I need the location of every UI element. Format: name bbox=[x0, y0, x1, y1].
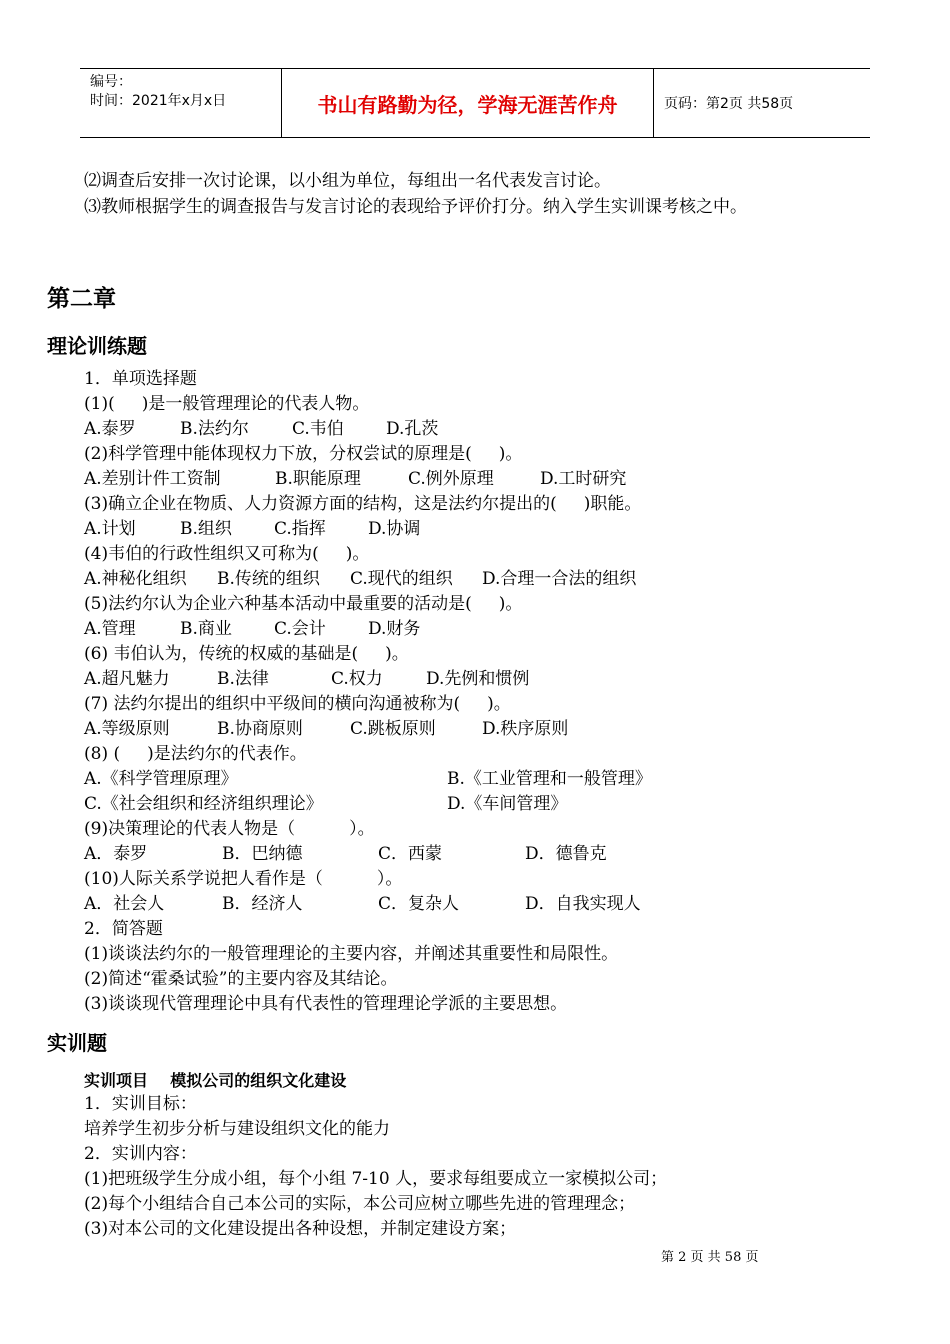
question: (2)科学管理中能体现权力下放，分权尝试的原理是( )。 bbox=[84, 444, 523, 464]
project-line: 1．实训目标： bbox=[84, 1094, 197, 1114]
option: B．经济人 bbox=[222, 894, 303, 914]
section1-title: 1．单项选择题 bbox=[84, 369, 197, 389]
question: (5)法约尔认为企业六种基本活动中最重要的活动是( )。 bbox=[84, 594, 523, 614]
serial-label: 编号： bbox=[90, 74, 132, 90]
option: B.商业 bbox=[180, 619, 232, 639]
option: C.指挥 bbox=[274, 519, 326, 539]
option: C.韦伯 bbox=[292, 419, 344, 439]
question: (1)( )是一般管理理论的代表人物。 bbox=[84, 394, 370, 414]
option: C.例外原理 bbox=[408, 469, 494, 489]
option: D.先例和惯例 bbox=[426, 669, 530, 689]
short-answer: (3)谈谈现代管理理论中具有代表性的管理理论学派的主要思想。 bbox=[84, 994, 568, 1014]
option: D.《车间管理》 bbox=[447, 794, 568, 814]
header-table bbox=[80, 68, 870, 138]
question: (7) 法约尔提出的组织中平级间的横向沟通被称为( )。 bbox=[84, 694, 511, 714]
option: D.工时研究 bbox=[540, 469, 627, 489]
option: A.《科学管理原理》 bbox=[84, 769, 238, 789]
option: B．巴纳德 bbox=[222, 844, 303, 864]
project-line: (3)对本公司的文化建设提出各种设想，并制定建设方案； bbox=[84, 1219, 517, 1239]
theory-heading: 理论训练题 bbox=[47, 334, 147, 358]
option: A.计划 bbox=[84, 519, 136, 539]
option: D.协调 bbox=[368, 519, 421, 539]
option: C．复杂人 bbox=[378, 894, 460, 914]
option: A.神秘化组织 bbox=[84, 569, 187, 589]
option: B.法律 bbox=[217, 669, 269, 689]
option: C.《社会组织和经济组织理论》 bbox=[84, 794, 323, 814]
question: (10)人际关系学说把人看作是（ ）。 bbox=[84, 869, 403, 889]
option: B.法约尔 bbox=[180, 419, 249, 439]
chapter-title: 第二章 bbox=[47, 286, 116, 312]
option: A.超凡魅力 bbox=[84, 669, 170, 689]
short-answer: (1)谈谈法约尔的一般管理理论的主要内容，并阐述其重要性和局限性。 bbox=[84, 944, 619, 964]
option: C.权力 bbox=[331, 669, 383, 689]
page-info: 页码：第2页 共58页 bbox=[664, 96, 794, 112]
option: C．西蒙 bbox=[378, 844, 443, 864]
intro-line: ⑵调查后安排一次讨论课，以小组为单位，每组出一名代表发言讨论。 bbox=[84, 171, 611, 191]
short-answer: (2)简述“霍桑试验”的主要内容及其结论。 bbox=[84, 969, 398, 989]
option: A．社会人 bbox=[84, 894, 165, 914]
project-line: (1)把班级学生分成小组，每个小组 7-10 人，要求每组要成立一家模拟公司； bbox=[84, 1169, 668, 1189]
option: D.孔茨 bbox=[386, 419, 439, 439]
question: (8) ( )是法约尔的代表作。 bbox=[84, 744, 307, 764]
option: C.现代的组织 bbox=[350, 569, 453, 589]
option: C.会计 bbox=[274, 619, 326, 639]
option: D．自我实现人 bbox=[525, 894, 641, 914]
section2-title: 2．简答题 bbox=[84, 919, 163, 939]
page-footer: 第 2 页 共 58 页 bbox=[661, 1250, 759, 1265]
question: (4)韦伯的行政性组织又可称为( )。 bbox=[84, 544, 370, 564]
intro-line: ⑶教师根据学生的调查报告与发言讨论的表现给予评价打分。纳入学生实训课考核之中。 bbox=[84, 197, 747, 217]
header-meta-cell bbox=[80, 69, 282, 137]
time-label: 时间：2021年x月x日 bbox=[90, 93, 227, 109]
option: B.组织 bbox=[180, 519, 232, 539]
motto: 书山有路勤为径，学海无涯苦作舟 bbox=[282, 69, 654, 137]
option: D．德鲁克 bbox=[525, 844, 607, 864]
option: D.秩序原则 bbox=[482, 719, 569, 739]
option: B.职能原理 bbox=[275, 469, 361, 489]
option: A.管理 bbox=[84, 619, 136, 639]
option: A.等级原则 bbox=[84, 719, 170, 739]
project-title: 实训项目 模拟公司的组织文化建设 bbox=[84, 1071, 347, 1090]
option: B.协商原则 bbox=[217, 719, 303, 739]
option: C.跳板原则 bbox=[350, 719, 436, 739]
question: (6) 韦伯认为，传统的权威的基础是( )。 bbox=[84, 644, 409, 664]
project-line: (2)每个小组结合自己本公司的实际，本公司应树立哪些先进的管理理念； bbox=[84, 1194, 636, 1214]
option: D.财务 bbox=[368, 619, 421, 639]
question: (3)确立企业在物质、人力资源方面的结构，这是法约尔提出的( )职能。 bbox=[84, 494, 642, 514]
question: (9)决策理论的代表人物是（ ）。 bbox=[84, 819, 375, 839]
option: D.合理一合法的组织 bbox=[482, 569, 637, 589]
project-line: 2．实训内容： bbox=[84, 1144, 197, 1164]
option: B.《工业管理和一般管理》 bbox=[447, 769, 652, 789]
practice-heading: 实训题 bbox=[47, 1031, 107, 1055]
option: A.差别计件工资制 bbox=[84, 469, 221, 489]
option: A.泰罗 bbox=[84, 419, 136, 439]
option: A．泰罗 bbox=[84, 844, 148, 864]
project-line: 培养学生初步分析与建设组织文化的能力 bbox=[84, 1119, 390, 1139]
option: B.传统的组织 bbox=[217, 569, 320, 589]
